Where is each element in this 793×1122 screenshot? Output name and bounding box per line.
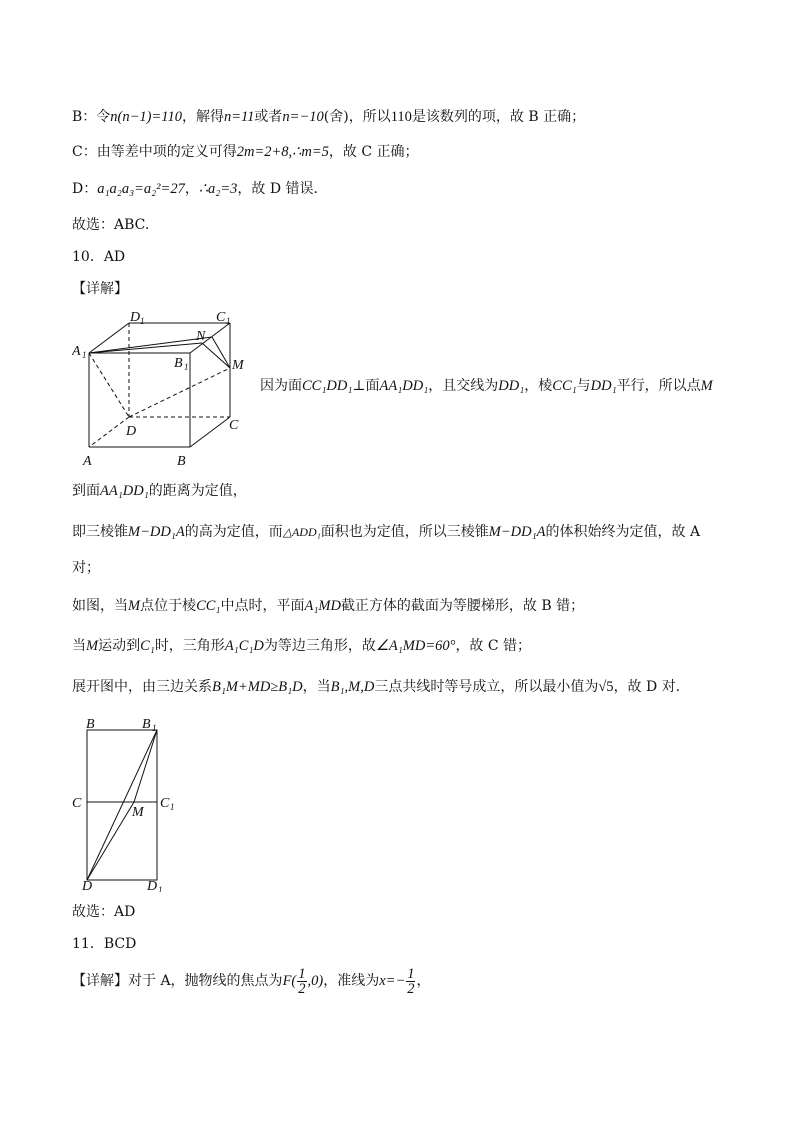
para-1 <box>260 376 713 396</box>
label-c1-sub: 1 <box>170 802 175 812</box>
fraction-half-2 <box>406 967 415 996</box>
label-c1: C <box>160 796 170 811</box>
label-d: D <box>126 424 137 439</box>
p3e: 面积也为定值，所以三棱锥 <box>320 524 489 540</box>
p3b: M−DD₁A <box>128 524 185 540</box>
p6d: B₁,M,D <box>330 679 375 695</box>
label-b1: B <box>142 717 151 732</box>
p1a: 因为面 <box>260 378 302 394</box>
b-prefix: B：令 <box>72 109 111 125</box>
p7d: ，准线为 <box>323 973 380 989</box>
b-tail2: 是该数列的项，故 B 正确； <box>411 109 586 125</box>
question-10-header: 10．AD <box>72 249 126 265</box>
para-5 <box>72 636 531 656</box>
frac1-den: 2 <box>298 980 306 997</box>
p1b: CC₁DD₁ <box>302 378 353 394</box>
label-c1: C <box>216 310 226 325</box>
label-d1: D <box>147 879 158 892</box>
p5i: ，故 C 错； <box>455 638 532 654</box>
p1f: DD₁ <box>498 378 525 394</box>
label-b: B <box>177 454 186 469</box>
p3a: 即三棱锥 <box>72 524 128 540</box>
segment-db1 <box>87 730 157 880</box>
detail-10-label: 【详解】 <box>72 281 128 297</box>
answer-9: 故选：ABC. <box>72 217 150 233</box>
p1l: M <box>700 378 713 394</box>
p5g: 为等边三角形，故 <box>263 638 376 654</box>
edge-da-hidden <box>89 417 129 447</box>
segment-nm2 <box>212 337 230 368</box>
b-root1: n=11 <box>223 109 255 125</box>
label-n: N <box>196 329 206 344</box>
p2c: 的距离为定值， <box>148 483 247 499</box>
label-m: M <box>132 805 144 820</box>
label-d1-sub: 1 <box>140 316 145 326</box>
p1k: 平行，所以点 <box>616 378 701 394</box>
segment-dm-hidden <box>129 368 230 417</box>
p5d: C₁ <box>140 638 155 654</box>
p6c: ，当 <box>302 679 331 695</box>
para-3-cont: 对； <box>72 560 100 576</box>
segment-nm <box>202 343 230 368</box>
segment-a1n <box>89 343 202 353</box>
label-b1: B <box>174 356 183 371</box>
p1d: AA₁DD₁ <box>379 378 429 394</box>
p1j: DD₁ <box>590 378 617 394</box>
p6g: ，故 D 对. <box>613 679 681 695</box>
para-3 <box>72 522 700 542</box>
p6a: 展开图中，由三边关系 <box>72 679 212 695</box>
p3g: 的体积始终为定值，故 A <box>545 524 701 540</box>
d-sep: ， <box>184 181 199 197</box>
p7b: F( <box>282 973 297 989</box>
p4a: 如图，当 <box>72 598 128 614</box>
answer-10: 故选：AD <box>72 904 136 920</box>
p5b: M <box>86 638 99 654</box>
option-c-line <box>72 142 419 162</box>
label-d1: D <box>130 310 141 325</box>
label-a: A <box>83 454 92 469</box>
b-or: 或者 <box>254 109 283 125</box>
p4b: M <box>128 598 141 614</box>
label-a1: A <box>72 344 81 359</box>
p1e: ，且交线为 <box>428 378 499 394</box>
p1i: 与 <box>576 378 591 394</box>
para-2 <box>72 481 247 501</box>
c-prefix: C：由等差中项的定义可得 <box>72 144 237 160</box>
p1g: ，棱 <box>524 378 553 394</box>
d-tail: ，故 D 错误. <box>237 181 318 197</box>
label-d1-sub: 1 <box>158 885 163 892</box>
label-b1-sub: 1 <box>152 723 157 733</box>
p3d: △ADD₁ <box>282 525 321 539</box>
p3c: 的高为定值，而 <box>184 524 283 540</box>
p2a: 到面 <box>72 483 100 499</box>
p4d: CC₁ <box>196 598 221 614</box>
b-tail1: ，所以 <box>348 109 391 125</box>
p4c: 点位于棱 <box>140 598 197 614</box>
p5e: 时，三角形 <box>154 638 225 654</box>
segment-mb1 <box>134 730 157 802</box>
p5a: 当 <box>72 638 86 654</box>
p1c: ⊥面 <box>352 378 380 394</box>
para-4 <box>72 596 584 616</box>
label-b1-sub: 1 <box>184 362 189 372</box>
p7c: ,0) <box>307 973 324 989</box>
label-a1-sub: 1 <box>82 350 87 360</box>
segment-a1d-hidden <box>89 353 129 417</box>
segment-dm <box>87 802 134 880</box>
b-root2: n=−10 <box>282 109 324 125</box>
p5c: 运动到 <box>98 638 141 654</box>
p5f: A₁C₁D <box>224 638 264 654</box>
b-discard: (舍) <box>323 109 349 125</box>
p4g: 截正方体的截面为等腰梯形，故 B 错； <box>340 598 585 614</box>
label-c: C <box>229 418 239 433</box>
p1h: CC₁ <box>552 378 577 394</box>
p4e: 中点时，平面 <box>220 598 305 614</box>
label-b: B <box>86 717 95 732</box>
unfolding-figure <box>72 712 192 892</box>
p7a: 【详解】对于 A，抛物线的焦点为 <box>72 973 283 989</box>
frac1-num: 1 <box>298 965 306 982</box>
b-equation: n(n−1)=110 <box>110 109 182 125</box>
label-m: M <box>232 358 244 373</box>
c-equation: 2m=2+8,∴m=5 <box>236 144 329 160</box>
p7f: ， <box>416 973 431 989</box>
p3f: M−DD₁A <box>488 524 546 540</box>
p6e: 三点共线时等号成立，所以最小值为 <box>374 679 599 695</box>
label-c: C <box>72 796 82 811</box>
d-result: ∴a₂=3 <box>198 181 238 197</box>
frac2-den: 2 <box>407 980 415 997</box>
p7e: x=− <box>379 973 406 989</box>
c-tail: ，故 C 正确； <box>328 144 419 160</box>
option-b-line <box>72 107 585 127</box>
p4f: A₁MD <box>304 598 341 614</box>
d-equation: a₁a₂a₃=a₂²=27 <box>97 181 185 197</box>
fraction-half-1 <box>297 967 306 996</box>
para-7 <box>72 964 430 998</box>
b-mid: ，解得 <box>181 109 224 125</box>
label-d: D <box>82 879 93 892</box>
cube-figure <box>72 305 262 470</box>
question-11-header: 11．BCD <box>72 936 137 952</box>
p5h: ∠A₁MD=60° <box>375 638 456 654</box>
p6b: B₁M+MD≥B₁D <box>212 679 303 695</box>
d-prefix: D： <box>72 181 98 197</box>
label-c1-sub: 1 <box>226 316 231 326</box>
p2b: AA₁DD₁ <box>100 483 149 499</box>
p6f: √5 <box>598 679 614 695</box>
para-6 <box>72 677 680 697</box>
edge-cb <box>190 417 230 447</box>
b-110: 110 <box>390 109 412 125</box>
option-d-line <box>72 179 318 199</box>
frac2-num: 1 <box>407 965 415 982</box>
